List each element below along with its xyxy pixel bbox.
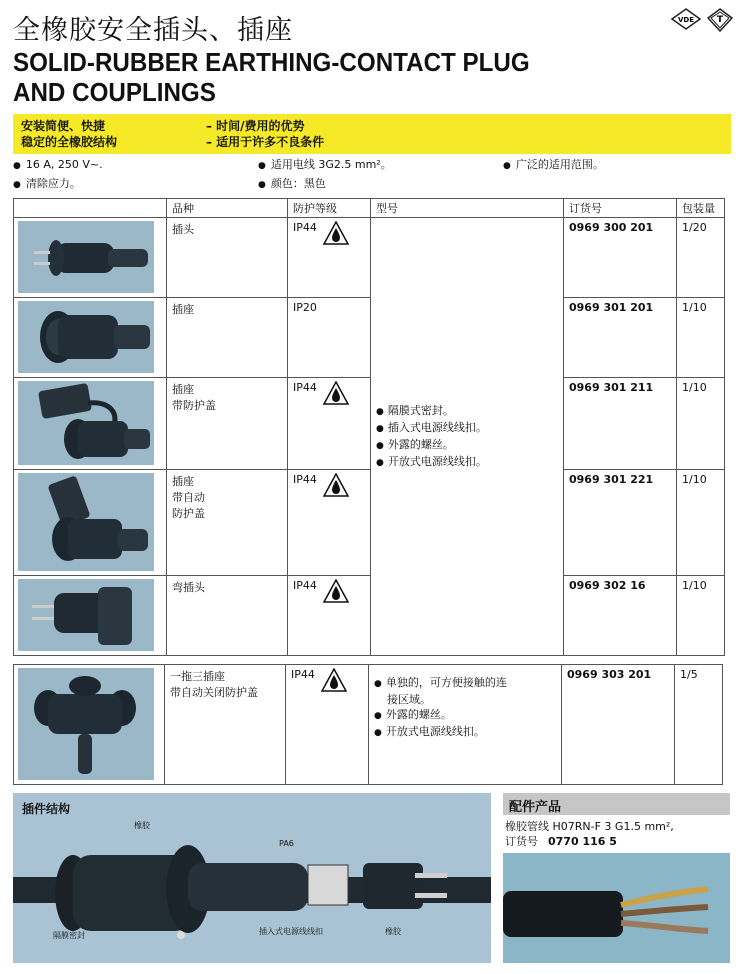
variant-line: 插座 — [172, 383, 194, 396]
order-number: 0969 301 221 — [564, 470, 677, 576]
coupling-cover-photo — [18, 381, 154, 465]
benefits-banner — [13, 114, 731, 154]
model-feature-cont: 接区域。 — [387, 693, 431, 706]
order-number: 0969 302 16 — [564, 576, 677, 656]
product-photo-cell — [14, 470, 167, 576]
structure-heading: 插件结构 — [22, 802, 71, 816]
header-ip: 防护等级 — [288, 199, 371, 218]
certification-badges — [671, 8, 733, 32]
header-model: 型号 — [371, 199, 564, 218]
ip-rating: IP44 — [291, 668, 315, 681]
angled-plug-icon — [18, 579, 154, 651]
model-feature: ● 外露的螺丝。 — [376, 437, 558, 454]
table-row — [14, 298, 725, 378]
drop-warning-icon — [323, 221, 349, 245]
title-english-line2: AND COUPLINGS — [13, 77, 216, 107]
product-photo-cell — [14, 378, 167, 470]
label-rubber-bottom: 橡胶 — [385, 927, 401, 936]
model-feature: ● 开放式电源线线扣。 — [376, 454, 558, 471]
order-number: 0969 301 211 — [564, 378, 677, 470]
features-col-2 — [258, 156, 392, 194]
variant-cell — [167, 378, 288, 470]
variant-line: 带自动 — [172, 491, 205, 504]
order-number: 0969 301 201 — [564, 298, 677, 378]
title-chinese: 全橡胶安全插头、插座 — [13, 15, 293, 46]
label-clamp: 插入式电源线线扣 — [259, 927, 323, 936]
accessory-cable-desc: 橡胶管线 H07RN-F 3 G1.5 mm², — [505, 820, 674, 833]
angled-plug-photo — [18, 579, 154, 651]
coupling-auto-cover-photo — [18, 473, 154, 571]
model-features-cell — [369, 665, 562, 785]
model-feature: ● 外露的螺丝。 — [374, 707, 556, 724]
benefit-right-2: – 适用于许多不良条件 — [206, 135, 325, 149]
model-feature: ● 单独的，可方便接触的连 — [374, 675, 556, 692]
drop-warning-icon — [323, 381, 349, 405]
table-row — [14, 576, 725, 656]
ip-rating: IP44 — [293, 221, 317, 234]
pack-qty: 1/10 — [677, 378, 725, 470]
label-diaphragm: 隔膜密封 — [53, 931, 85, 940]
ip-cell — [288, 576, 371, 656]
feature-color: ● 颜色：黑色 — [258, 175, 392, 194]
ip-rating: IP44 — [293, 579, 317, 592]
variant-line: 一拖三插座 — [170, 670, 225, 683]
ip-rating: IP20 — [293, 301, 317, 314]
model-feature: ● 插入式电源线线扣。 — [376, 420, 558, 437]
accessory-order-code: 0770 116 5 — [548, 835, 617, 848]
pack-qty: 1/5 — [675, 665, 723, 785]
title-english-line1: SOLID-RUBBER EARTHING-CONTACT PLUG — [13, 47, 530, 77]
variant-line: 防护盖 — [172, 507, 205, 520]
safety-mark-icon — [707, 8, 733, 32]
feature-range: ● 广泛的适用范围。 — [503, 156, 604, 175]
vde-mark-icon — [671, 8, 701, 30]
svg-text:T: T — [716, 15, 724, 25]
ip-cell — [288, 218, 371, 298]
variant-line: 插座 — [172, 475, 194, 488]
model-feature: ● 开放式电源线线扣。 — [374, 724, 556, 741]
product-photo-cell — [14, 298, 167, 378]
header-image — [14, 199, 167, 218]
benefit-left-2: 稳定的全橡胶结构 — [21, 135, 118, 149]
benefit-right-1: – 时间/费用的优势 — [206, 119, 305, 133]
variant-line: 带防护盖 — [172, 399, 216, 412]
variant-cell — [167, 298, 288, 378]
drop-warning-icon — [323, 579, 349, 603]
pack-qty: 1/10 — [677, 576, 725, 656]
variant-line: 弯插头 — [172, 581, 205, 594]
table-row — [14, 665, 723, 785]
label-pa6: PA6 — [279, 839, 294, 848]
product-photo-cell — [14, 665, 165, 785]
cable-photo — [503, 853, 730, 963]
header-order: 订货号 — [564, 199, 677, 218]
product-table — [13, 198, 725, 656]
accessories-heading: 配件产品 — [509, 800, 562, 815]
pack-qty: 1/10 — [677, 298, 725, 378]
order-number: 0969 303 201 — [562, 665, 675, 785]
table-row — [14, 378, 725, 470]
ip-rating: IP44 — [293, 473, 317, 486]
plug-photo — [18, 221, 154, 293]
variant-cell — [165, 665, 286, 785]
plug-icon — [18, 221, 154, 293]
variant-line: 带自动关闭防护盖 — [170, 686, 258, 699]
product-photo-cell — [14, 218, 167, 298]
pack-qty: 1/20 — [677, 218, 725, 298]
drop-warning-icon — [323, 473, 349, 497]
benefit-left-1: 安装简便、快捷 — [21, 119, 106, 133]
coupling-cover-icon — [18, 381, 154, 465]
features-col-1 — [13, 156, 103, 194]
variant-cell — [167, 470, 288, 576]
table-header-row — [14, 199, 725, 218]
variant-cell — [167, 218, 288, 298]
accessories-header — [503, 793, 730, 815]
svg-text:VDE: VDE — [677, 16, 695, 24]
accessories-info — [505, 819, 674, 849]
ip-cell — [288, 378, 371, 470]
label-rubber-top: 橡胶 — [134, 821, 150, 830]
ip-cell — [288, 470, 371, 576]
ip-cell — [286, 665, 369, 785]
header-variant: 品种 — [167, 199, 288, 218]
triple-coupling-photo — [18, 668, 154, 780]
table-row — [14, 470, 725, 576]
model-feature: ● 隔膜式密封。 — [376, 403, 558, 420]
variant-cell — [167, 576, 288, 656]
order-number: 0969 300 201 — [564, 218, 677, 298]
cable-icon — [503, 853, 730, 963]
product-table-2 — [13, 664, 723, 785]
ip-cell — [288, 298, 371, 378]
table-row — [14, 218, 725, 298]
pack-qty: 1/10 — [677, 470, 725, 576]
coupling-icon — [18, 301, 154, 373]
variant-line: 插座 — [172, 303, 194, 316]
features-col-3 — [503, 156, 604, 175]
triple-coupling-icon — [18, 668, 154, 780]
drop-warning-icon — [321, 668, 347, 692]
product-photo-cell — [14, 576, 167, 656]
feature-cable: ● 适用电线 3G2.5 mm²。 — [258, 156, 392, 175]
variant-line: 插头 — [172, 223, 194, 236]
coupling-photo — [18, 301, 154, 373]
header-pack: 包装量 — [677, 199, 725, 218]
feature-strain-relief: ● 清除应力。 — [13, 175, 103, 194]
model-features-cell — [371, 218, 564, 656]
title-english — [13, 47, 534, 107]
accessory-order-label: 订货号 — [505, 835, 538, 848]
coupling-auto-cover-icon — [18, 473, 154, 571]
ip-rating: IP44 — [293, 381, 317, 394]
plug-structure-panel — [13, 793, 491, 963]
feature-rating: ● 16 A, 250 V~. — [13, 156, 103, 175]
